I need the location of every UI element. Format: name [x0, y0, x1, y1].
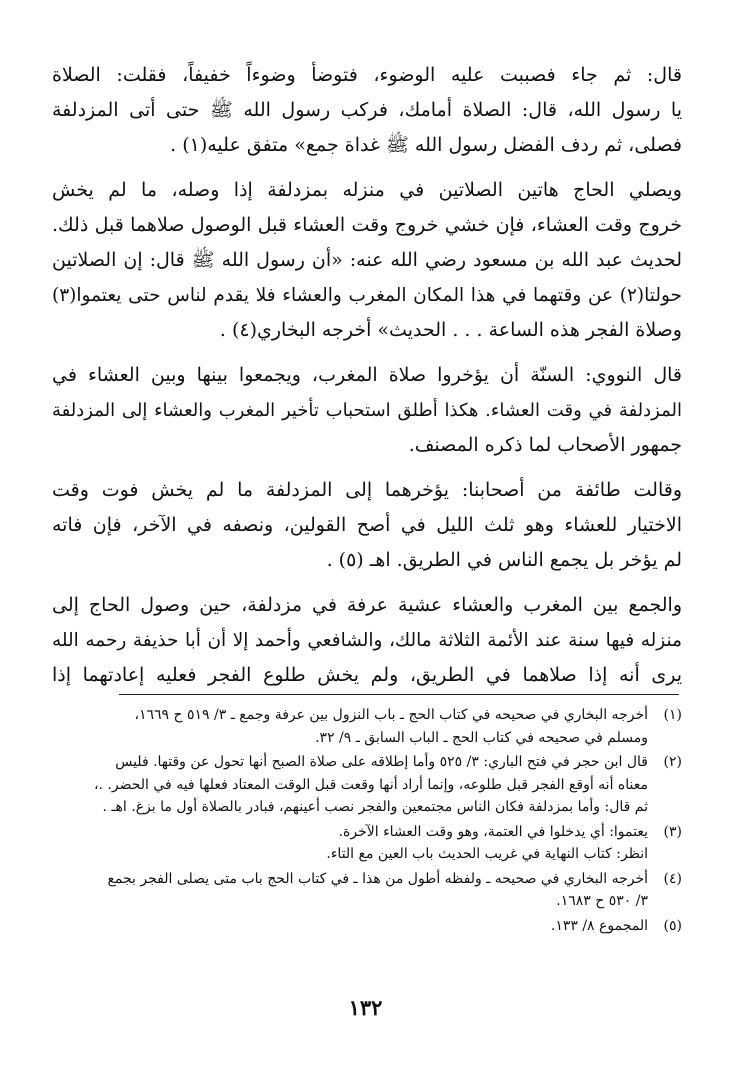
footnote-line: معناه أنه أوقع الفجر قبل طلوعه، وإنما أراد أنها وقعت قبل الوقت المعتاد فعلها فيه في الحضر. .، — [94, 776, 648, 793]
main-text — [52, 58, 682, 693]
page-number: ١٣٢ — [348, 995, 383, 1020]
text-line: ويصلي الحاج هاتين الصلاتين في منزله بمزدلفة إذا وصله، ما لم يخش — [52, 179, 682, 201]
text-line: وصلاة الفجر هذه الساعة . . . الحديث» أخرجه البخاري(٤) . — [219, 319, 682, 341]
footnote-number: (٤) — [663, 870, 682, 887]
text-line: المزدلفة في وقت العشاء. هكذا أطلق استحباب تأخير المغرب والعشاء إلى المزدلفة — [52, 400, 682, 421]
footnotes — [52, 704, 682, 939]
text-line: قال النووي: السنّة أن يؤخروا صلاة المغرب، ويجمعوا بينها وبين العشاء في — [52, 364, 682, 386]
text-line: فصلى، ثم ردف الفضل رسول الله ﷺ غداة جمع» متفق عليه(١) . — [170, 134, 682, 156]
paragraph-3 — [52, 358, 682, 463]
text-line: منزله فيها سنة عند الأئمة الثلاثة مالك، والشافعي وأحمد إلا أن أبا حذيفة رحمه الله — [52, 630, 682, 651]
footnote-number: (٣) — [663, 823, 682, 840]
footnote-line: أخرجه البخاري في صحيحه ـ ولفظه أطول من هذا ـ في كتاب الحج باب متى يصلى الفجر بجمع — [107, 870, 648, 887]
footnote-line: أخرجه البخاري في صحيحه في كتاب الحج ـ باب النزول بين عرفة وجمع ـ ٣/ ٥١٩ ح ١٦٦٩، — [134, 707, 648, 723]
footnote-4 — [52, 868, 682, 913]
paragraph-1 — [52, 58, 682, 163]
text-line: الاختيار للعشاء وهو ثلث الليل في أصح القولين، ونصفه في الآخر، فإن فاته — [52, 514, 682, 536]
text-line: قال: ثم جاء فصببت عليه الوضوء، فتوضأ وضوءاً خفيفاً، فقلت: الصلاة — [52, 64, 682, 86]
footnote-line: المجموع ٨/ ١٣٣. — [550, 917, 648, 934]
footnote-line: ومسلم في صحيحه في كتاب الحج ـ الباب السابق ـ ٩/ ٣٢. — [315, 729, 648, 746]
text-line: يرى أنه إذا صلاهما في الطريق، ولم يخش طلوع الفجر فعليه إعادتهما إذا — [52, 664, 682, 686]
text-line: جمهور الأصحاب لما ذكره المصنف. — [408, 434, 682, 456]
paragraph-2 — [52, 173, 682, 348]
text-line: يا رسول الله، قال: الصلاة أمامك، فركب رسول الله ﷺ حتى أتى المزدلفة — [52, 99, 682, 121]
footnote-line: يعتموا: أي يدخلوا في العتمة، وهو وقت العشاء الآخرة. — [338, 823, 648, 840]
text-line: وقالت طائفة من أصحابنا: يؤخرهما إلى المزدلفة ما لم يخش فوت وقت — [52, 479, 682, 501]
paragraph-4 — [52, 473, 682, 578]
footnote-line: ثم قال: وأما بمزدلفة فكان الناس مجتمعين والفجر نصب أعينهم، فبادر بالصلاة أول ما بزغ. اهـ . — [102, 799, 648, 815]
text-line: والجمع بين المغرب والعشاء عشية عرفة في مزدلفة، حين وصول الحاج إلى — [52, 594, 682, 616]
footnote-number: (١) — [663, 707, 682, 723]
footnote-line: قال ابن حجر في فتح الباري: ٣/ ٥٢٥ وأما إطلاقه على صلاة الصبح أنها تحول عن وقتها. فليس — [115, 754, 648, 770]
text-line: لم يؤخر بل يجمع الناس في الطريق. اهـ (٥) . — [326, 549, 682, 571]
footnote-1 — [52, 704, 682, 749]
footnote-number: (٢) — [663, 754, 682, 770]
footnote-3 — [52, 821, 682, 866]
footnote-line: ٣/ ٥٣٠ ح ١٦٨٣. — [556, 893, 648, 909]
footnote-2 — [52, 751, 682, 819]
text-line: حولتا(٢) عن وقتهما في هذا المكان المغرب والعشاء فلا يقدم لناس حتى يعتموا(٣) — [52, 285, 682, 306]
footnote-line: انظر: كتاب النهاية في غريب الحديث باب العين مع التاء. — [326, 846, 648, 862]
footnote-number: (٥) — [663, 917, 682, 934]
footnote-divider — [119, 694, 679, 695]
text-line: لحديث عبد الله بن مسعود رضي الله عنه: «أن رسول الله ﷺ قال: إن الصلاتين — [52, 249, 682, 271]
paragraph-5 — [52, 588, 682, 693]
text-line: خروج وقت العشاء، فإن خشي خروج وقت العشاء قبل الوصول صلاهما قبل ذلك. — [52, 214, 682, 236]
footnote-5 — [52, 915, 682, 938]
